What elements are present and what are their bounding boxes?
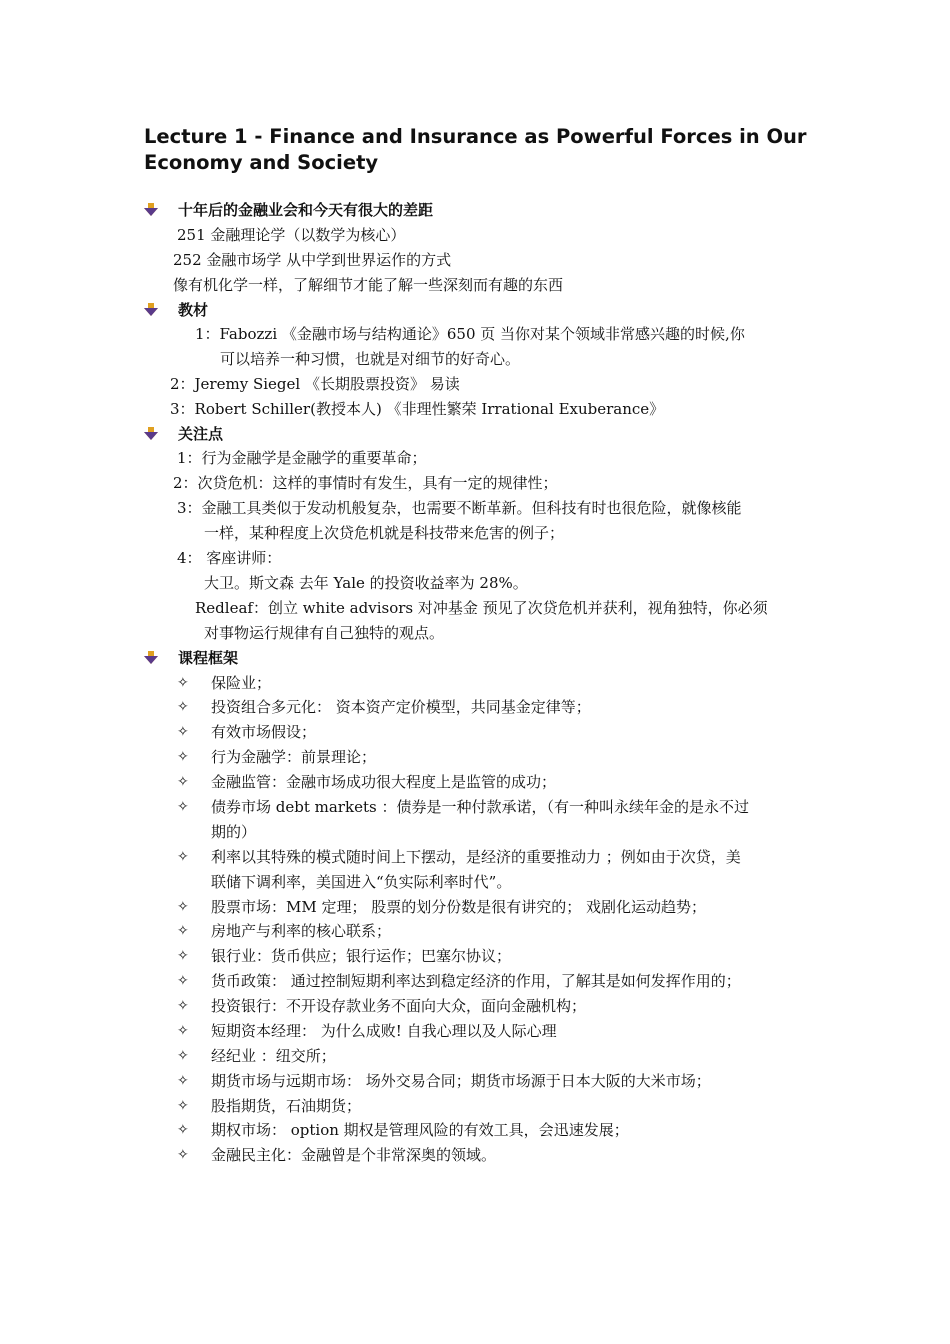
section-heading-textbooks: 教材 <box>178 301 209 319</box>
sparkle-bullet-icon: ✧ <box>177 849 189 865</box>
sparkle-bullet-icon: ✧ <box>177 1048 189 1064</box>
section-heading-future: 十年后的金融业会和今天有很大的差距 <box>178 201 434 219</box>
focus-3-line: 3：金融工具类似于发动机般复杂，也需要不断革新。但科技有时也很危险，就像核能 <box>177 499 742 517</box>
focus-2-line: 2：次贷危机：这样的事情时有发生，具有一定的规律性； <box>173 474 558 492</box>
sparkle-bullet-icon: ✧ <box>177 799 189 815</box>
sparkle-bullet-icon: ✧ <box>177 675 189 691</box>
textbook-1-line: 1：Fabozzi 《金融市场与结构通论》650 页 当你对某个领域非常感兴趣的时候,你 <box>195 325 745 343</box>
framework-item: 有效市场假设； <box>211 723 317 741</box>
sparkle-bullet-icon: ✧ <box>177 923 189 939</box>
framework-item: 经纪业 ：纽交所； <box>211 1047 336 1065</box>
framework-item: 金融民主化：金融曾是个非常深奥的领域。 <box>211 1146 497 1164</box>
section-heading-framework: 课程框架 <box>178 649 239 667</box>
sparkle-bullet-icon: ✧ <box>177 1147 189 1163</box>
framework-item: 短期资本经理： 为什么成败! 自我心理以及人际心理 <box>211 1022 557 1040</box>
framework-item: 利率以其特殊的模式随时间上下摆动，是经济的重要推动力 ；例如由于次贷，美 <box>211 848 741 866</box>
framework-item-cont: 联储下调利率，美国进入“负实际利率时代”。 <box>211 873 512 891</box>
sparkle-bullet-icon: ✧ <box>177 749 189 765</box>
framework-item: 货币政策： 通过控制短期利率达到稳定经济的作用，了解其是如何发挥作用的； <box>211 972 741 990</box>
chemistry-analogy-line: 像有机化学一样，了解细节才能了解一些深刻而有趣的东西 <box>173 276 564 294</box>
framework-item: 保险业； <box>211 674 272 692</box>
textbook-1-cont-line: 可以培养一种习惯，也就是对细节的好奇心。 <box>220 350 521 368</box>
framework-item: 银行业：货币供应；银行运作；巴塞尔协议； <box>211 947 512 965</box>
sparkle-bullet-icon: ✧ <box>177 1122 189 1138</box>
course-251-line: 251 金融理论学（以数学为核心） <box>177 226 406 244</box>
framework-item: 房地产与利率的核心联系； <box>211 922 392 940</box>
framework-item: 债券市场 debt markets ：债券是一种付款承诺，（有一种叫永续年金的是永不过 <box>211 798 749 816</box>
focus-1-line: 1：行为金融学是金融学的重要革命； <box>177 449 427 467</box>
framework-item-cont: 期的） <box>211 823 257 841</box>
sparkle-bullet-icon: ✧ <box>177 948 189 964</box>
sparkle-bullet-icon: ✧ <box>177 1023 189 1039</box>
textbook-3-line: 3：Robert Schiller(教授本人) 《非理性繁荣 Irrational Exuberance》 <box>170 400 665 418</box>
framework-item: 期权市场： option 期权是管理风险的有效工具，会迅速发展； <box>211 1121 629 1139</box>
guest-swensen-line: 大卫。斯文森 去年 Yale 的投资收益率为 28%。 <box>204 574 528 592</box>
sparkle-bullet-icon: ✧ <box>177 774 189 790</box>
arrow-bullet-icon <box>144 651 158 664</box>
arrow-bullet-icon <box>144 303 158 316</box>
focus-3-cont-line: 一样，某种程度上次贷危机就是科技带来危害的例子； <box>204 524 565 542</box>
page-title: Lecture 1 - Finance and Insurance as Powerful Forces in Our Economy and Society <box>144 125 807 174</box>
guest-redleaf-line: Redleaf：创立 white advisors 对冲基金 预见了次贷危机并获利，视角独特，你必须 <box>195 599 768 617</box>
framework-item: 股指期货，石油期货； <box>211 1097 362 1115</box>
sparkle-bullet-icon: ✧ <box>177 1098 189 1114</box>
framework-item: 投资银行：不开设存款业务不面向大众，面向金融机构； <box>211 997 587 1015</box>
section-heading-focus: 关注点 <box>178 425 224 443</box>
focus-4-line: 4： 客座讲师： <box>177 549 282 567</box>
textbook-2-line: 2：Jeremy Siegel 《长期股票投资》 易读 <box>170 375 460 393</box>
sparkle-bullet-icon: ✧ <box>177 998 189 1014</box>
guest-redleaf-cont-line: 对事物运行规律有自己独特的观点。 <box>204 624 445 642</box>
sparkle-bullet-icon: ✧ <box>177 899 189 915</box>
sparkle-bullet-icon: ✧ <box>177 1073 189 1089</box>
sparkle-bullet-icon: ✧ <box>177 973 189 989</box>
course-252-line: 252 金融市场学 从中学到世界运作的方式 <box>173 251 452 269</box>
framework-item: 行为金融学：前景理论； <box>211 748 377 766</box>
arrow-bullet-icon <box>144 427 158 440</box>
arrow-bullet-icon <box>144 203 158 216</box>
sparkle-bullet-icon: ✧ <box>177 699 189 715</box>
sparkle-bullet-icon: ✧ <box>177 724 189 740</box>
framework-item: 金融监管：金融市场成功很大程度上是监管的成功； <box>211 773 557 791</box>
framework-item: 股票市场：MM 定理； 股票的划分份数是很有讲究的； 戏剧化运动趋势； <box>211 898 707 916</box>
framework-item: 期货市场与远期市场： 场外交易合同；期货市场源于日本大阪的大米市场； <box>211 1072 711 1090</box>
framework-item: 投资组合多元化： 资本资产定价模型，共同基金定律等； <box>211 698 591 716</box>
